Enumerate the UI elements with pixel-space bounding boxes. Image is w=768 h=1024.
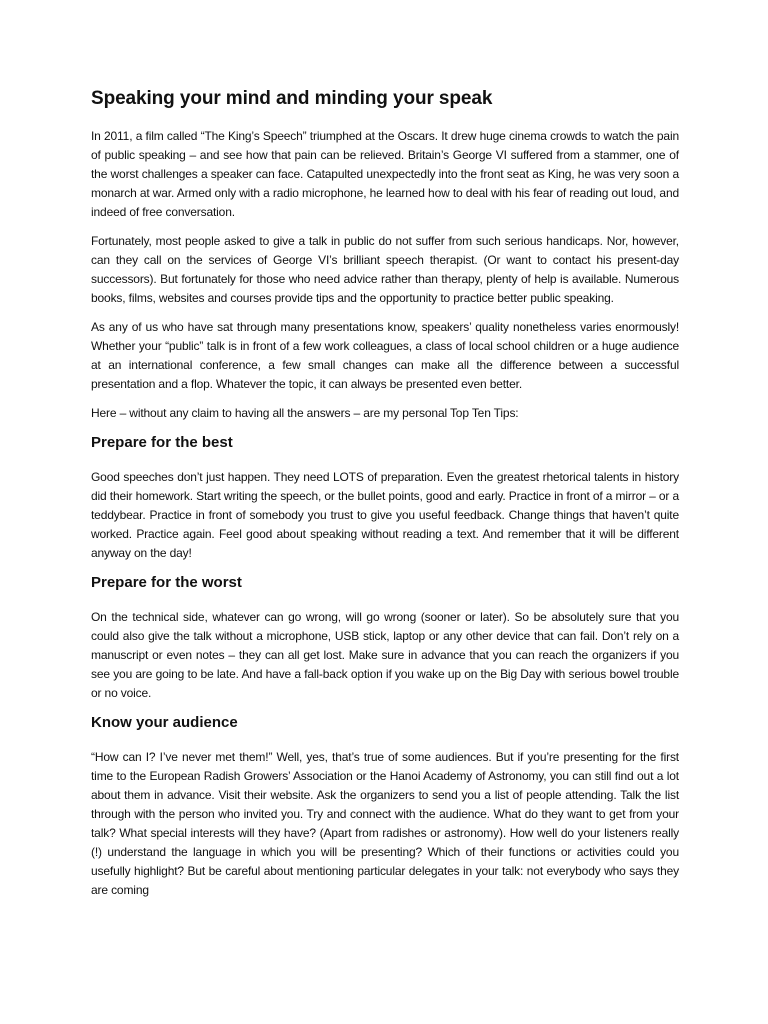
intro-paragraph-2: Fortunately, most people asked to give a talk in public do not suffer from such serious handicaps. Nor, however, can they call on the services of George VI’s brilliant speech therapist. (Or want to contact his present-day successors). But fortunately for those who need advice rather than therapy, plenty of help is available. Numerous books, films, websites and courses provide tips and the opportunity to practice better public speaking.	[91, 234, 679, 305]
section-paragraph-prepare-best: Good speeches don’t just happen. They need LOTS of preparation. Even the greatest rhetorical talents in history did their homework. Start writing the speech, or the bullet points, good and early. Practice in front of a mirror – or a teddybear. Practice in front of somebody you trust to give you useful feedback. Change things that haven’t quite worked. Practice again. Feel good about speaking without reading a text. And remember that it will be different anyway on the day!	[91, 470, 679, 560]
intro-paragraph-4: Here – without any claim to having all the answers – are my personal Top Ten Tips:	[91, 406, 519, 420]
intro-paragraph-3: As any of us who have sat through many presentations know, speakers’ quality nonetheless varies enormously! Whether your “public” talk is in front of a few work colleagues, a class of local school children or a huge audience at an international conference, a few small changes can make all the difference between a successful presentation and a flop. Whatever the topic, it can always be presented even better.	[91, 320, 679, 391]
section-heading-prepare-best: Prepare for the best	[91, 434, 233, 451]
document-title: Speaking your mind and minding your speak	[91, 88, 493, 109]
section-paragraph-prepare-worst: On the technical side, whatever can go wrong, will go wrong (sooner or later). So be absolutely sure that you could also give the talk without a microphone, USB stick, laptop or any other device that can fail. Don’t rely on a manuscript or even notes – they can all get lost. Make sure in advance that you can reach the organizers if you see you are going to be late. And have a fall-back option if you wake up on the Big Day with serious bowel trouble or no voice.	[91, 610, 679, 700]
section-paragraph-know-audience: “How can I? I’ve never met them!” Well, yes, that’s true of some audiences. But if you’re presenting for the first time to the European Radish Growers’ Association or the Hanoi Academy of Astronomy, you can still find out a lot about them in advance. Visit their website. Ask the organizers to send you a list of people attending. Talk the list through with the person who invited you. Try and connect with the audience. What do they want to get from your talk? What special interests will they have? (Apart from radishes or astronomy). How well do your listeners really (!) understand the language in which you will be presenting? Which of their functions or activities could you usefully highlight? But be careful about mentioning particular delegates in your talk: not everybody who says they are coming	[91, 750, 679, 897]
section-heading-prepare-worst: Prepare for the worst	[91, 574, 242, 591]
section-heading-know-audience: Know your audience	[91, 714, 238, 731]
intro-paragraph-1: In 2011, a film called “The King’s Speech” triumphed at the Oscars. It drew huge cinema crowds to watch the pain of public speaking – and see how that pain can be relieved. Britain’s George VI suffered from a stammer, one of the worst challenges a speaker can face. Catapulted unexpectedly into the front seat as King, he was very soon a monarch at war. Armed only with a radio microphone, he learned how to deal with his fear of reading out loud, and indeed of free conversation.	[91, 129, 679, 219]
